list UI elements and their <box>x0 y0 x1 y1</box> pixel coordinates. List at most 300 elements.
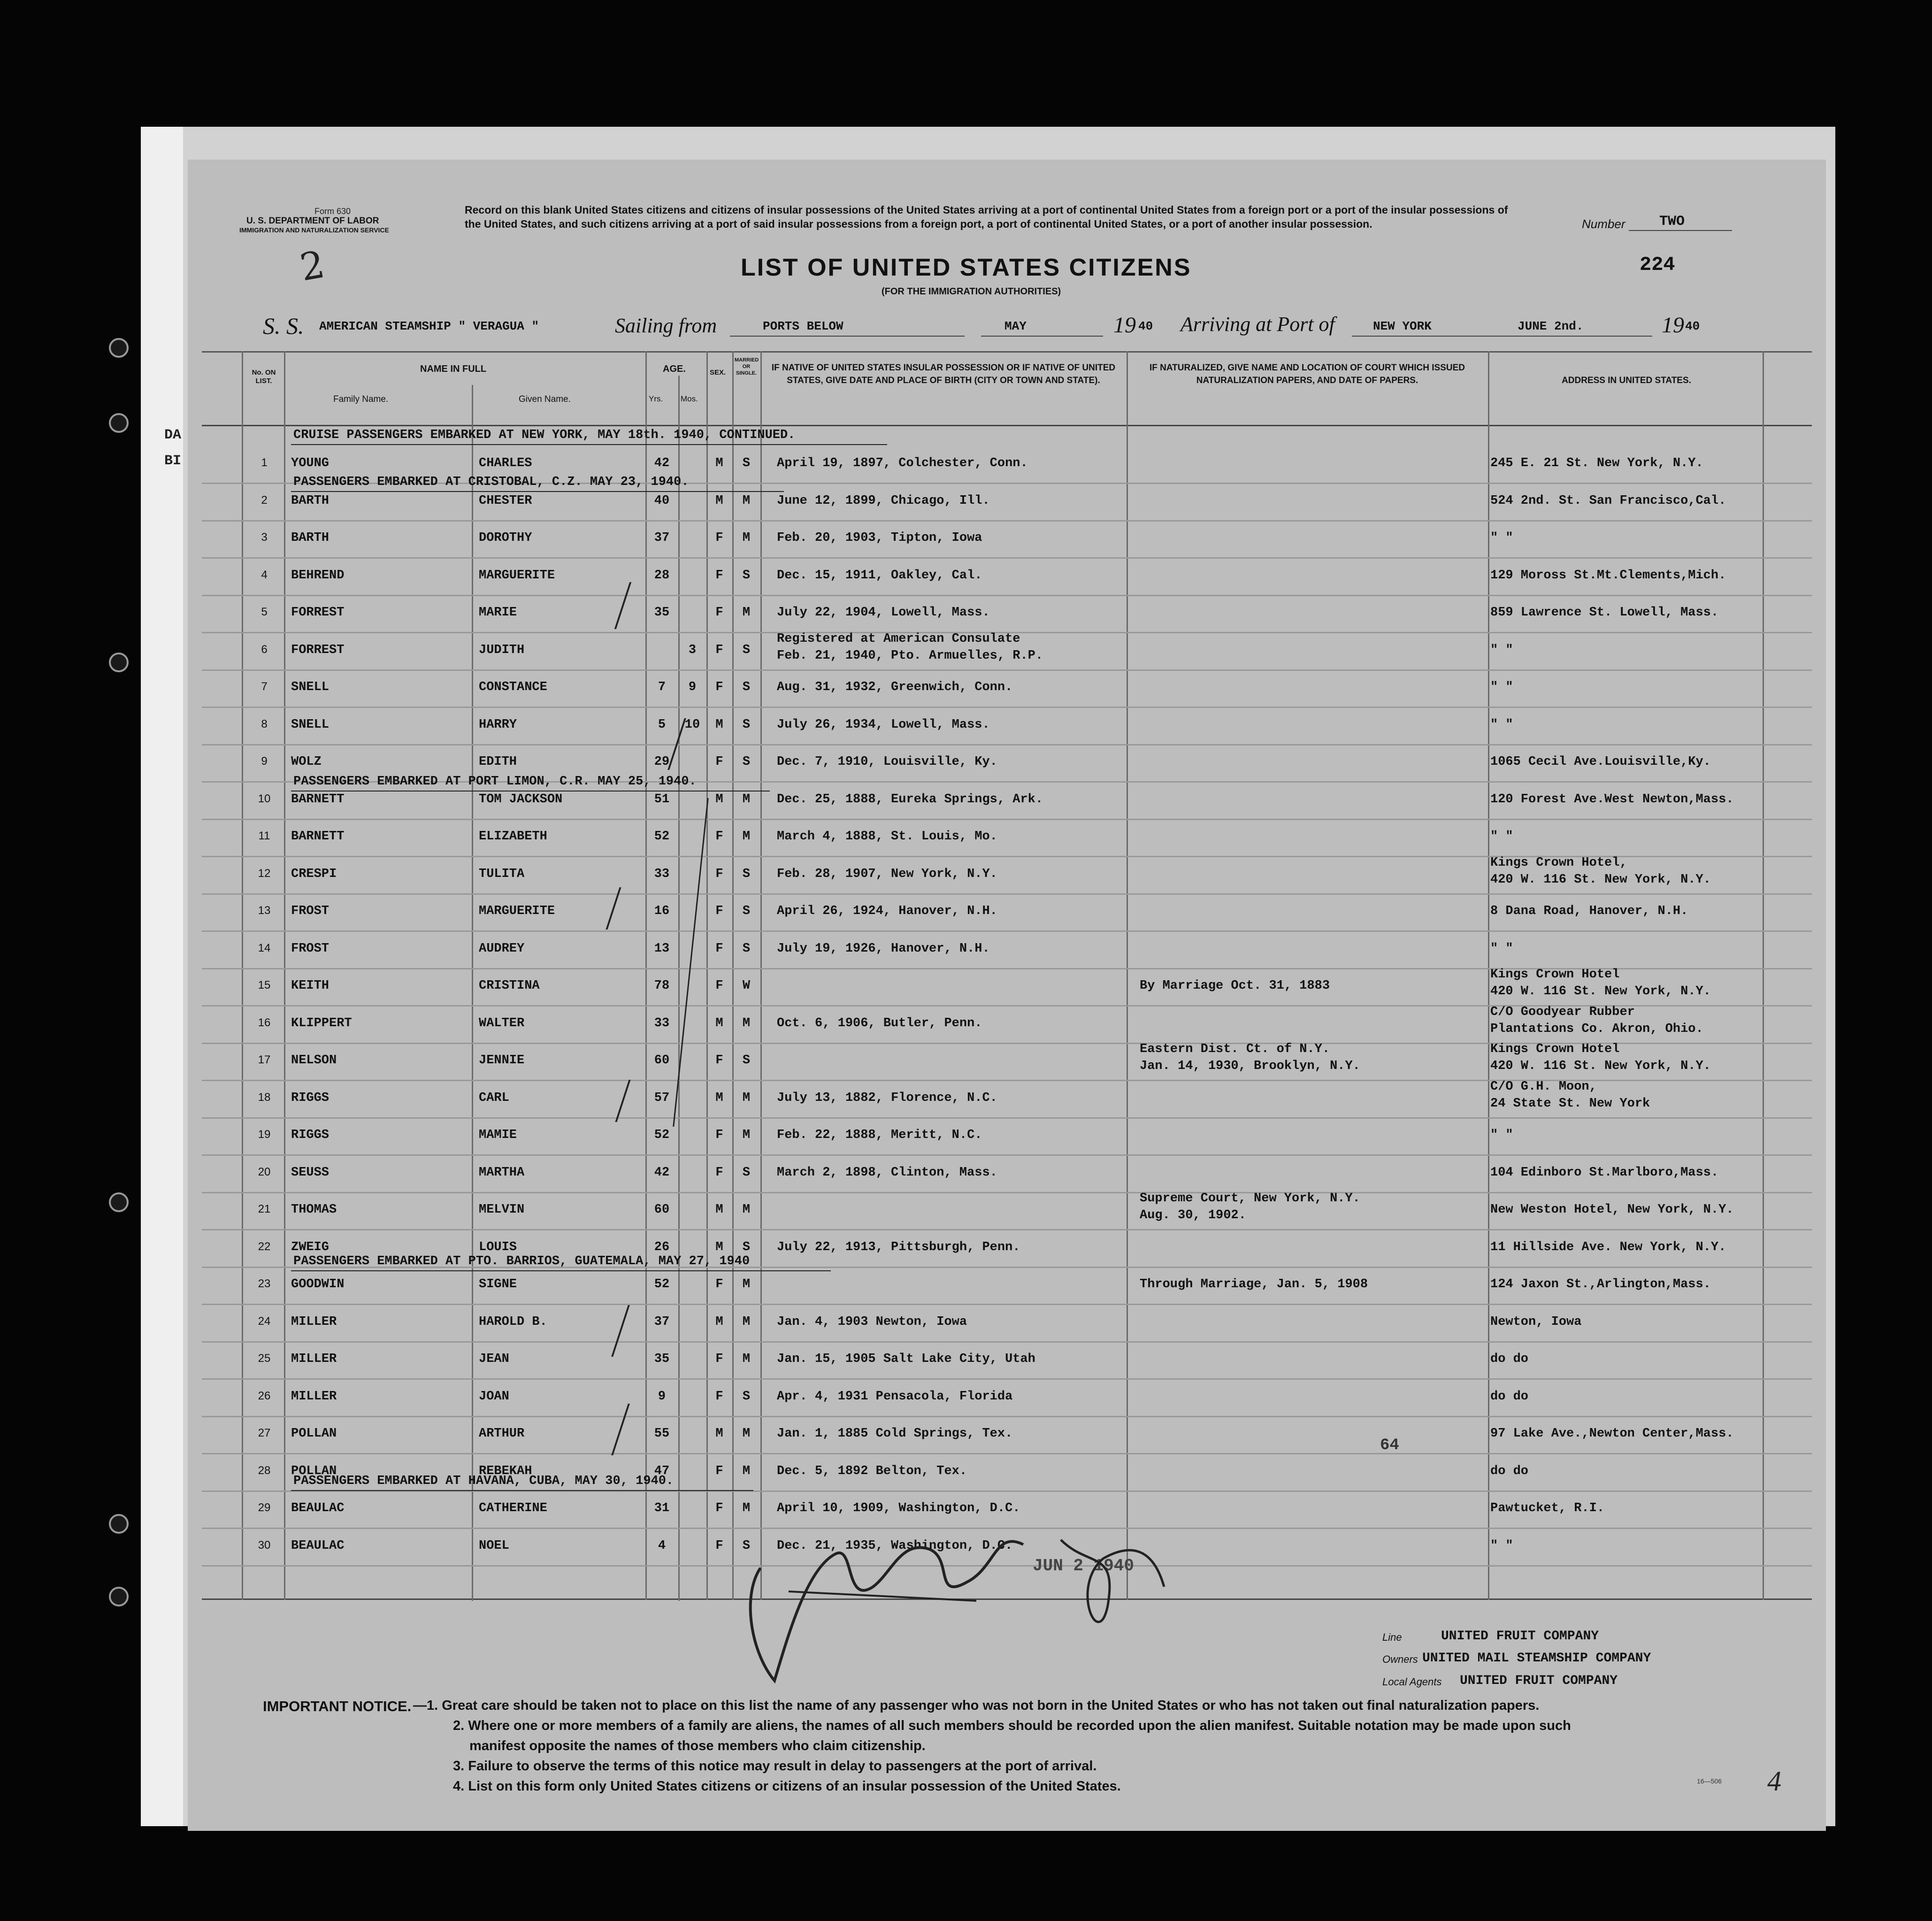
stamped-page-number: 224 <box>1640 254 1675 276</box>
cell-family: WOLZ <box>291 755 322 769</box>
cell-no: 18 <box>258 1091 271 1104</box>
cell-yrs: 42 <box>654 456 670 470</box>
punch-hole <box>109 413 129 433</box>
notice-2: 2. Where one or more members of a family are aliens, the names of all such members should be recorded upon the alien manifest. Suitable notation may be made upon such <box>453 1718 1571 1733</box>
cell-addr2: 420 W. 116 St. New York, N.Y. <box>1490 1059 1711 1073</box>
cell-addr: 524 2nd. St. San Francisco,Cal. <box>1490 493 1726 508</box>
punch-hole <box>109 1192 129 1212</box>
service: IMMIGRATION AND NATURALIZATION SERVICE <box>239 226 389 234</box>
cell-birth: July 22, 1913, Pittsburgh, Penn. <box>777 1240 1020 1254</box>
cell-nat2: Jan. 14, 1930, Brooklyn, N.Y. <box>1140 1059 1360 1073</box>
cell-family: MILLER <box>291 1314 337 1329</box>
sailing-label: Sailing from <box>615 314 717 337</box>
cell-given: HARRY <box>479 717 517 732</box>
cell-family: MILLER <box>291 1352 337 1366</box>
section-heading: PASSENGERS EMBARKED AT HAVANA, CUBA, MAY 30, 1940. <box>293 1474 674 1488</box>
cell-sex: M <box>715 456 723 470</box>
cell-family: POLLAN <box>291 1427 337 1441</box>
col-birth: IF NATIVE OF UNITED STATES INSULAR POSSESSION OR IF NATIVE OF UNITED STATES, GIVE DATE AND PLACE OF BIRTH (CITY OR TOWN AND STATE). <box>771 363 1116 385</box>
cell-addr: C/O G.H. Moon, <box>1490 1079 1597 1094</box>
cell-no: 10 <box>258 792 271 805</box>
row-rule <box>202 1378 1812 1380</box>
cell-given: JUDITH <box>479 643 525 657</box>
page-corner-number: 4 <box>1767 1766 1781 1797</box>
notice-label: IMPORTANT NOTICE. <box>263 1698 412 1714</box>
cell-addr: 129 Moross St.Mt.Clements,Mich. <box>1490 568 1726 583</box>
row-rule <box>202 707 1812 708</box>
row-rule <box>202 669 1812 671</box>
cell-yrs: 40 <box>654 493 670 508</box>
date-stamp: JUN 2 1940 <box>1033 1556 1135 1575</box>
cell-no: 14 <box>258 941 271 954</box>
margin-number: 64 <box>1380 1437 1399 1454</box>
cell-yrs: 35 <box>654 606 670 620</box>
cell-family: BEAULAC <box>291 1538 345 1553</box>
cell-yrs: 33 <box>654 867 670 881</box>
arrival-port: NEW YORK <box>1373 319 1432 333</box>
cell-sex: M <box>715 1016 723 1030</box>
col-given: Given Name. <box>519 394 571 404</box>
cell-sex: F <box>715 941 723 956</box>
arrival-year: 40 <box>1685 319 1700 333</box>
margin-text-bi: BI <box>164 453 182 469</box>
cell-birth: Jan. 1, 1885 Cold Springs, Tex. <box>777 1427 1013 1441</box>
cell-family: SEUSS <box>291 1165 330 1180</box>
cell-nat: Through Marriage, Jan. 5, 1908 <box>1140 1277 1368 1291</box>
cell-yrs: 7 <box>658 680 666 694</box>
punch-hole <box>109 1514 129 1534</box>
ss-label: S. S. <box>263 313 304 339</box>
cell-no: 24 <box>258 1314 271 1328</box>
cell-ms: M <box>742 1501 751 1515</box>
cell-yrs: 52 <box>654 1277 670 1291</box>
row-rule <box>202 1304 1812 1305</box>
section-underline <box>291 444 887 445</box>
cell-given: MELVIN <box>479 1203 525 1217</box>
cell-birth: July 13, 1882, Florence, N.C. <box>777 1091 997 1105</box>
cell-family: FROST <box>291 941 330 956</box>
cell-sex: F <box>715 1165 723 1180</box>
cell-ms: W <box>742 979 751 993</box>
cell-family: RIGGS <box>291 1091 330 1105</box>
col-naturalized: IF NATURALIZED, GIVE NAME AND LOCATION OF COURT WHICH ISSUED NATURALIZATION PAPERS, AND DATE OF PAPERS. <box>1149 363 1465 385</box>
cell-ms: M <box>742 531 751 545</box>
agents-value: UNITED FRUIT COMPANY <box>1460 1674 1618 1688</box>
cell-sex: F <box>715 1352 723 1366</box>
cell-addr: " " <box>1490 830 1513 844</box>
cell-sex: M <box>715 493 723 508</box>
row-rule <box>202 1416 1812 1417</box>
cell-nat: Supreme Court, New York, N.Y. <box>1140 1191 1360 1206</box>
section-heading: PASSENGERS EMBARKED AT PTO. BARRIOS, GUATEMALA, MAY 27, 1940 <box>293 1254 750 1268</box>
cell-yrs: 37 <box>654 1314 670 1329</box>
cell-birth: Registered at American Consulate <box>777 631 1020 646</box>
cell-yrs: 33 <box>654 1016 670 1030</box>
col-address: ADDRESS IN UNITED STATES. <box>1562 376 1691 385</box>
cell-no: 4 <box>261 568 268 581</box>
col-name: NAME IN FULL <box>420 364 487 374</box>
cell-nat2: Aug. 30, 1902. <box>1140 1208 1246 1222</box>
cell-yrs: 60 <box>654 1053 670 1068</box>
cell-given: LOUIS <box>479 1240 517 1254</box>
cell-ms: M <box>742 1352 751 1366</box>
sail-year: 40 <box>1138 319 1153 333</box>
cell-given: EDITH <box>479 755 517 769</box>
cell-sex: M <box>715 1427 723 1441</box>
cell-addr: 120 Forest Ave.West Newton,Mass. <box>1490 792 1734 807</box>
cell-sex: F <box>715 1277 723 1291</box>
cell-addr: Kings Crown Hotel <box>1490 968 1620 982</box>
cell-family: MILLER <box>291 1389 337 1404</box>
cell-no: 15 <box>258 979 271 991</box>
cell-family: BARTH <box>291 531 330 545</box>
cell-sex: F <box>715 1538 723 1553</box>
cell-addr: " " <box>1490 717 1513 732</box>
owners-label: Owners <box>1382 1653 1418 1665</box>
cell-birth: July 22, 1904, Lowell, Mass. <box>777 606 990 620</box>
cell-no: 6 <box>261 643 268 656</box>
cell-no: 12 <box>258 867 271 880</box>
cell-addr: Newton, Iowa <box>1490 1314 1582 1329</box>
cell-given: MARIE <box>479 606 517 620</box>
cell-family: SNELL <box>291 717 330 732</box>
cell-no: 21 <box>258 1203 271 1215</box>
cell-yrs: 42 <box>654 1165 670 1180</box>
cell-family: BEAULAC <box>291 1501 345 1515</box>
cell-addr: 97 Lake Ave.,Newton Center,Mass. <box>1490 1427 1734 1441</box>
punch-hole <box>109 1587 129 1606</box>
arriving-label: Arriving at Port of <box>1181 313 1335 336</box>
cell-nat: By Marriage Oct. 31, 1883 <box>1140 979 1330 993</box>
cell-sex: M <box>715 1314 723 1329</box>
section-heading: CRUISE PASSENGERS EMBARKED AT NEW YORK, MAY 18th. 1940, CONTINUED. <box>293 428 796 442</box>
cell-ms: M <box>742 792 751 807</box>
cell-sex: F <box>715 1501 723 1515</box>
cell-given: MARGUERITE <box>479 568 555 583</box>
cell-sex: F <box>715 1053 723 1068</box>
cell-given: SIGNE <box>479 1277 517 1291</box>
cell-birth: Feb. 20, 1903, Tipton, Iowa <box>777 531 982 545</box>
cell-given: REBEKAH <box>479 1464 532 1478</box>
sailing-from: PORTS BELOW <box>763 319 843 333</box>
punch-hole <box>109 338 129 358</box>
margin-strip <box>141 127 183 1826</box>
cell-addr2: 420 W. 116 St. New York, N.Y. <box>1490 984 1711 999</box>
cell-birth: March 4, 1888, St. Louis, Mo. <box>777 830 997 844</box>
cell-sex: F <box>715 643 723 657</box>
cell-no: 5 <box>261 606 268 618</box>
cell-birth: Apr. 4, 1931 Pensacola, Florida <box>777 1389 1013 1404</box>
form-title: LIST OF UNITED STATES CITIZENS <box>741 254 1192 281</box>
cell-family: BARNETT <box>291 792 345 807</box>
arrival-year-prefix: 19 <box>1662 313 1684 338</box>
cell-given: AUDREY <box>479 941 525 956</box>
cell-given: TOM JACKSON <box>479 792 563 807</box>
cell-sex: F <box>715 568 723 583</box>
form-subtitle: (FOR THE IMMIGRATION AUTHORITIES) <box>882 286 1061 297</box>
cell-no: 11 <box>258 830 270 842</box>
cell-no: 23 <box>258 1277 271 1290</box>
row-rule <box>202 1117 1812 1119</box>
section-underline <box>291 491 784 492</box>
cell-birth: June 12, 1899, Chicago, Ill. <box>777 493 990 508</box>
col-mos: Mos. <box>681 394 698 403</box>
row-rule <box>202 1229 1812 1230</box>
cell-yrs: 9 <box>658 1389 666 1404</box>
cell-ms: M <box>742 493 751 508</box>
cell-sex: M <box>715 792 723 807</box>
row-rule <box>202 520 1812 522</box>
row-rule <box>202 1453 1812 1454</box>
instructions: Record on this blank United States citizens and citizens of insular possessions of the United States arriving at a port of continental United States from a foreign port or a port of the insular possessions of the United States, and such citizens arriving at a port of said insular possessions from a foreign port, a port of continental United States, or a port of another insular possession. <box>465 204 1508 230</box>
cell-ms: M <box>742 1277 751 1291</box>
cell-nat: Eastern Dist. Ct. of N.Y. <box>1140 1042 1330 1056</box>
cell-no: 13 <box>258 904 271 917</box>
cell-birth: Dec. 15, 1911, Oakley, Cal. <box>777 568 982 583</box>
arrival-date: JUNE 2nd. <box>1518 319 1584 333</box>
form-number: Form 630 <box>314 207 351 216</box>
cell-yrs: 13 <box>654 941 670 956</box>
cell-yrs: 57 <box>654 1091 670 1105</box>
cell-given: JOAN <box>479 1389 509 1404</box>
col-age: AGE. <box>663 364 686 374</box>
cell-family: FORREST <box>291 643 345 657</box>
cell-addr2: Plantations Co. Akron, Ohio. <box>1490 1022 1703 1036</box>
cell-no: 3 <box>261 531 268 544</box>
handwritten-mark: 2 <box>297 242 328 290</box>
cell-family: RIGGS <box>291 1128 330 1142</box>
notice-2b: manifest opposite the names of those members who claim citizenship. <box>469 1738 926 1753</box>
cell-given: TULITA <box>479 867 525 881</box>
section-underline <box>291 1490 753 1491</box>
cell-given: CONSTANCE <box>479 680 547 694</box>
cell-given: ARTHUR <box>479 1427 525 1441</box>
cell-birth: Dec. 5, 1892 Belton, Tex. <box>777 1464 967 1478</box>
cell-no: 29 <box>258 1501 271 1514</box>
cell-yrs: 78 <box>654 979 670 993</box>
cell-family: BEHREND <box>291 568 345 583</box>
cell-addr: 124 Jaxon St.,Arlington,Mass. <box>1490 1277 1711 1291</box>
row-rule <box>202 557 1812 559</box>
col-married: MARRIED OR SINGLE. <box>735 357 759 376</box>
cell-ms: M <box>742 1016 751 1030</box>
cell-ms: S <box>742 456 751 470</box>
cell-mos: 3 <box>688 643 697 657</box>
section-heading: PASSENGERS EMBARKED AT CRISTOBAL, C.Z. MAY 23, 1940. <box>293 475 689 489</box>
cell-sex: F <box>715 867 723 881</box>
cell-ms: S <box>742 717 751 732</box>
cell-sex: F <box>715 1128 723 1142</box>
cell-ms: S <box>742 904 751 918</box>
row-rule <box>202 1154 1812 1156</box>
row-rule <box>202 595 1812 596</box>
cell-birth: Jan. 4, 1903 Newton, Iowa <box>777 1314 967 1329</box>
cell-addr: " " <box>1490 1538 1513 1553</box>
cell-ms: S <box>742 1053 751 1068</box>
cell-family: THOMAS <box>291 1203 337 1217</box>
cell-birth: Aug. 31, 1932, Greenwich, Conn. <box>777 680 1013 694</box>
cell-addr: do do <box>1490 1352 1529 1366</box>
row-rule <box>202 930 1812 932</box>
cell-addr: " " <box>1490 941 1513 956</box>
cell-yrs: 52 <box>654 830 670 844</box>
agents-label: Local Agents <box>1382 1676 1442 1688</box>
cell-yrs: 5 <box>658 717 666 732</box>
cell-ms: M <box>742 830 751 844</box>
cell-given: MARGUERITE <box>479 904 555 918</box>
line-label: Line <box>1382 1631 1402 1643</box>
cell-no: 9 <box>261 755 268 768</box>
cell-no: 28 <box>258 1464 271 1477</box>
cell-addr: New Weston Hotel, New York, N.Y. <box>1490 1203 1734 1217</box>
cell-birth: Dec. 7, 1910, Louisville, Ky. <box>777 755 997 769</box>
cell-ms: S <box>742 867 751 881</box>
row-rule <box>202 893 1812 895</box>
cell-birth2: Feb. 21, 1940, Pto. Armuelles, R.P. <box>777 648 1043 663</box>
cell-yrs: 52 <box>654 1128 670 1142</box>
print-code: 16—506 <box>1697 1777 1722 1785</box>
cell-ms: S <box>742 568 751 583</box>
margin-text-da: DA <box>164 427 182 443</box>
cell-ms: M <box>742 1128 751 1142</box>
cell-addr: " " <box>1490 531 1513 545</box>
number-label: Number <box>1582 217 1625 231</box>
notice-3: 3. Failure to observe the terms of this notice may result in delay to passengers at the port of arrival. <box>453 1759 1097 1774</box>
cell-ms: S <box>742 941 751 956</box>
ship-name: AMERICAN STEAMSHIP " VERAGUA " <box>319 319 539 333</box>
cell-yrs: 4 <box>658 1538 666 1553</box>
cell-ms: S <box>742 1240 751 1254</box>
cell-addr: 859 Lawrence St. Lowell, Mass. <box>1490 606 1719 620</box>
cell-sex: M <box>715 1240 723 1254</box>
cell-addr: Pawtucket, R.I. <box>1490 1501 1605 1515</box>
punch-hole <box>109 653 129 672</box>
cell-sex: F <box>715 755 723 769</box>
cell-birth: July 19, 1926, Hanover, N.H. <box>777 941 990 956</box>
cell-ms: S <box>742 680 751 694</box>
cell-yrs: 51 <box>654 792 670 807</box>
cell-yrs: 28 <box>654 568 670 583</box>
cell-family: FROST <box>291 904 330 918</box>
cell-no: 7 <box>261 680 268 693</box>
cell-yrs: 29 <box>654 755 670 769</box>
cell-no: 27 <box>258 1427 271 1439</box>
cell-birth: Feb. 28, 1907, New York, N.Y. <box>777 867 997 881</box>
cell-sex: F <box>715 531 723 545</box>
cell-no: 2 <box>261 493 268 507</box>
cell-no: 8 <box>261 717 268 730</box>
cell-family: SNELL <box>291 680 330 694</box>
row-rule <box>202 1192 1812 1193</box>
cell-no: 20 <box>258 1165 271 1178</box>
cell-birth: April 19, 1897, Colchester, Conn. <box>777 456 1028 470</box>
cell-birth: Jan. 15, 1905 Salt Lake City, Utah <box>777 1352 1035 1366</box>
cell-yrs: 60 <box>654 1203 670 1217</box>
cell-ms: S <box>742 1538 751 1553</box>
owners-value: UNITED MAIL STEAMSHIP COMPANY <box>1422 1651 1651 1666</box>
cell-family: POLLAN <box>291 1464 337 1478</box>
cell-sex: F <box>715 1464 723 1478</box>
cell-ms: M <box>742 1314 751 1329</box>
cell-yrs: 31 <box>654 1501 670 1515</box>
cell-ms: M <box>742 606 751 620</box>
cell-yrs: 47 <box>654 1464 670 1478</box>
cell-addr: " " <box>1490 643 1513 657</box>
row-rule <box>202 744 1812 745</box>
cell-birth: Oct. 6, 1906, Butler, Penn. <box>777 1016 982 1030</box>
cell-addr2: 24 State St. New York <box>1490 1096 1650 1111</box>
cell-birth: March 2, 1898, Clinton, Mass. <box>777 1165 997 1180</box>
cell-yrs: 35 <box>654 1352 670 1366</box>
cell-sex: F <box>715 680 723 694</box>
cell-ms: S <box>742 1165 751 1180</box>
cell-birth: July 26, 1934, Lowell, Mass. <box>777 717 990 732</box>
notice-4: 4. List on this form only United States citizens or citizens of an insular possession of the United States. <box>453 1779 1121 1794</box>
cell-addr2: 420 W. 116 St. New York, N.Y. <box>1490 872 1711 887</box>
col-family: Family Name. <box>333 394 389 404</box>
cell-birth: April 26, 1924, Hanover, N.H. <box>777 904 997 918</box>
cell-given: MARTHA <box>479 1165 525 1180</box>
cell-addr: Kings Crown Hotel, <box>1490 855 1627 870</box>
cell-ms: S <box>742 755 751 769</box>
cell-mos: 9 <box>688 680 697 694</box>
cell-family: NELSON <box>291 1053 337 1068</box>
cell-no: 26 <box>258 1389 271 1402</box>
section-heading: PASSENGERS EMBARKED AT PORT LIMON, C.R. MAY 25, 1940. <box>293 775 697 789</box>
cell-birth: Dec. 21, 1935, Washington, D.C. <box>777 1538 1013 1553</box>
col-yrs: Yrs. <box>649 394 663 403</box>
cell-sex: M <box>715 717 723 732</box>
handwritten-signature <box>732 1512 1272 1728</box>
sail-month: MAY <box>1004 319 1027 333</box>
cell-addr: 8 Dana Road, Hanover, N.H. <box>1490 904 1688 918</box>
cell-birth: April 10, 1909, Washington, D.C. <box>777 1501 1020 1515</box>
section-underline <box>291 1270 831 1271</box>
cell-addr: 11 Hillside Ave. New York, N.Y. <box>1490 1240 1726 1254</box>
cell-no: 16 <box>258 1016 271 1029</box>
cell-given: CARL <box>479 1091 509 1105</box>
cell-sex: F <box>715 1389 723 1404</box>
cell-no: 25 <box>258 1352 271 1365</box>
cell-ms: S <box>742 643 751 657</box>
cell-family: GOODWIN <box>291 1277 345 1291</box>
cell-sex: F <box>715 979 723 993</box>
cell-birth: Feb. 22, 1888, Meritt, N.C. <box>777 1128 982 1142</box>
cell-ms: S <box>742 1389 751 1404</box>
cell-family: FORREST <box>291 606 345 620</box>
cell-family: YOUNG <box>291 456 330 470</box>
cell-birth: Dec. 25, 1888, Eureka Springs, Ark. <box>777 792 1043 807</box>
cell-given: ELIZABETH <box>479 830 547 844</box>
cell-mos: 10 <box>684 717 700 732</box>
cell-addr: " " <box>1490 1128 1513 1142</box>
department: U. S. DEPARTMENT OF LABOR <box>246 216 379 226</box>
cell-addr: " " <box>1490 680 1513 694</box>
cell-given: CHESTER <box>479 493 532 508</box>
cell-family: KEITH <box>291 979 330 993</box>
cell-given: CATHERINE <box>479 1501 547 1515</box>
cell-family: BARNETT <box>291 830 345 844</box>
cell-sex: F <box>715 606 723 620</box>
cell-given: CHARLES <box>479 456 532 470</box>
cell-given: CRISTINA <box>479 979 540 993</box>
sail-year-prefix: 19 <box>1113 313 1136 338</box>
cell-family: ZWEIG <box>291 1240 330 1254</box>
cell-no: 1 <box>261 456 268 469</box>
cell-given: MAMIE <box>479 1128 517 1142</box>
cell-yrs: 55 <box>654 1427 670 1441</box>
cell-addr: 245 E. 21 St. New York, N.Y. <box>1490 456 1703 470</box>
